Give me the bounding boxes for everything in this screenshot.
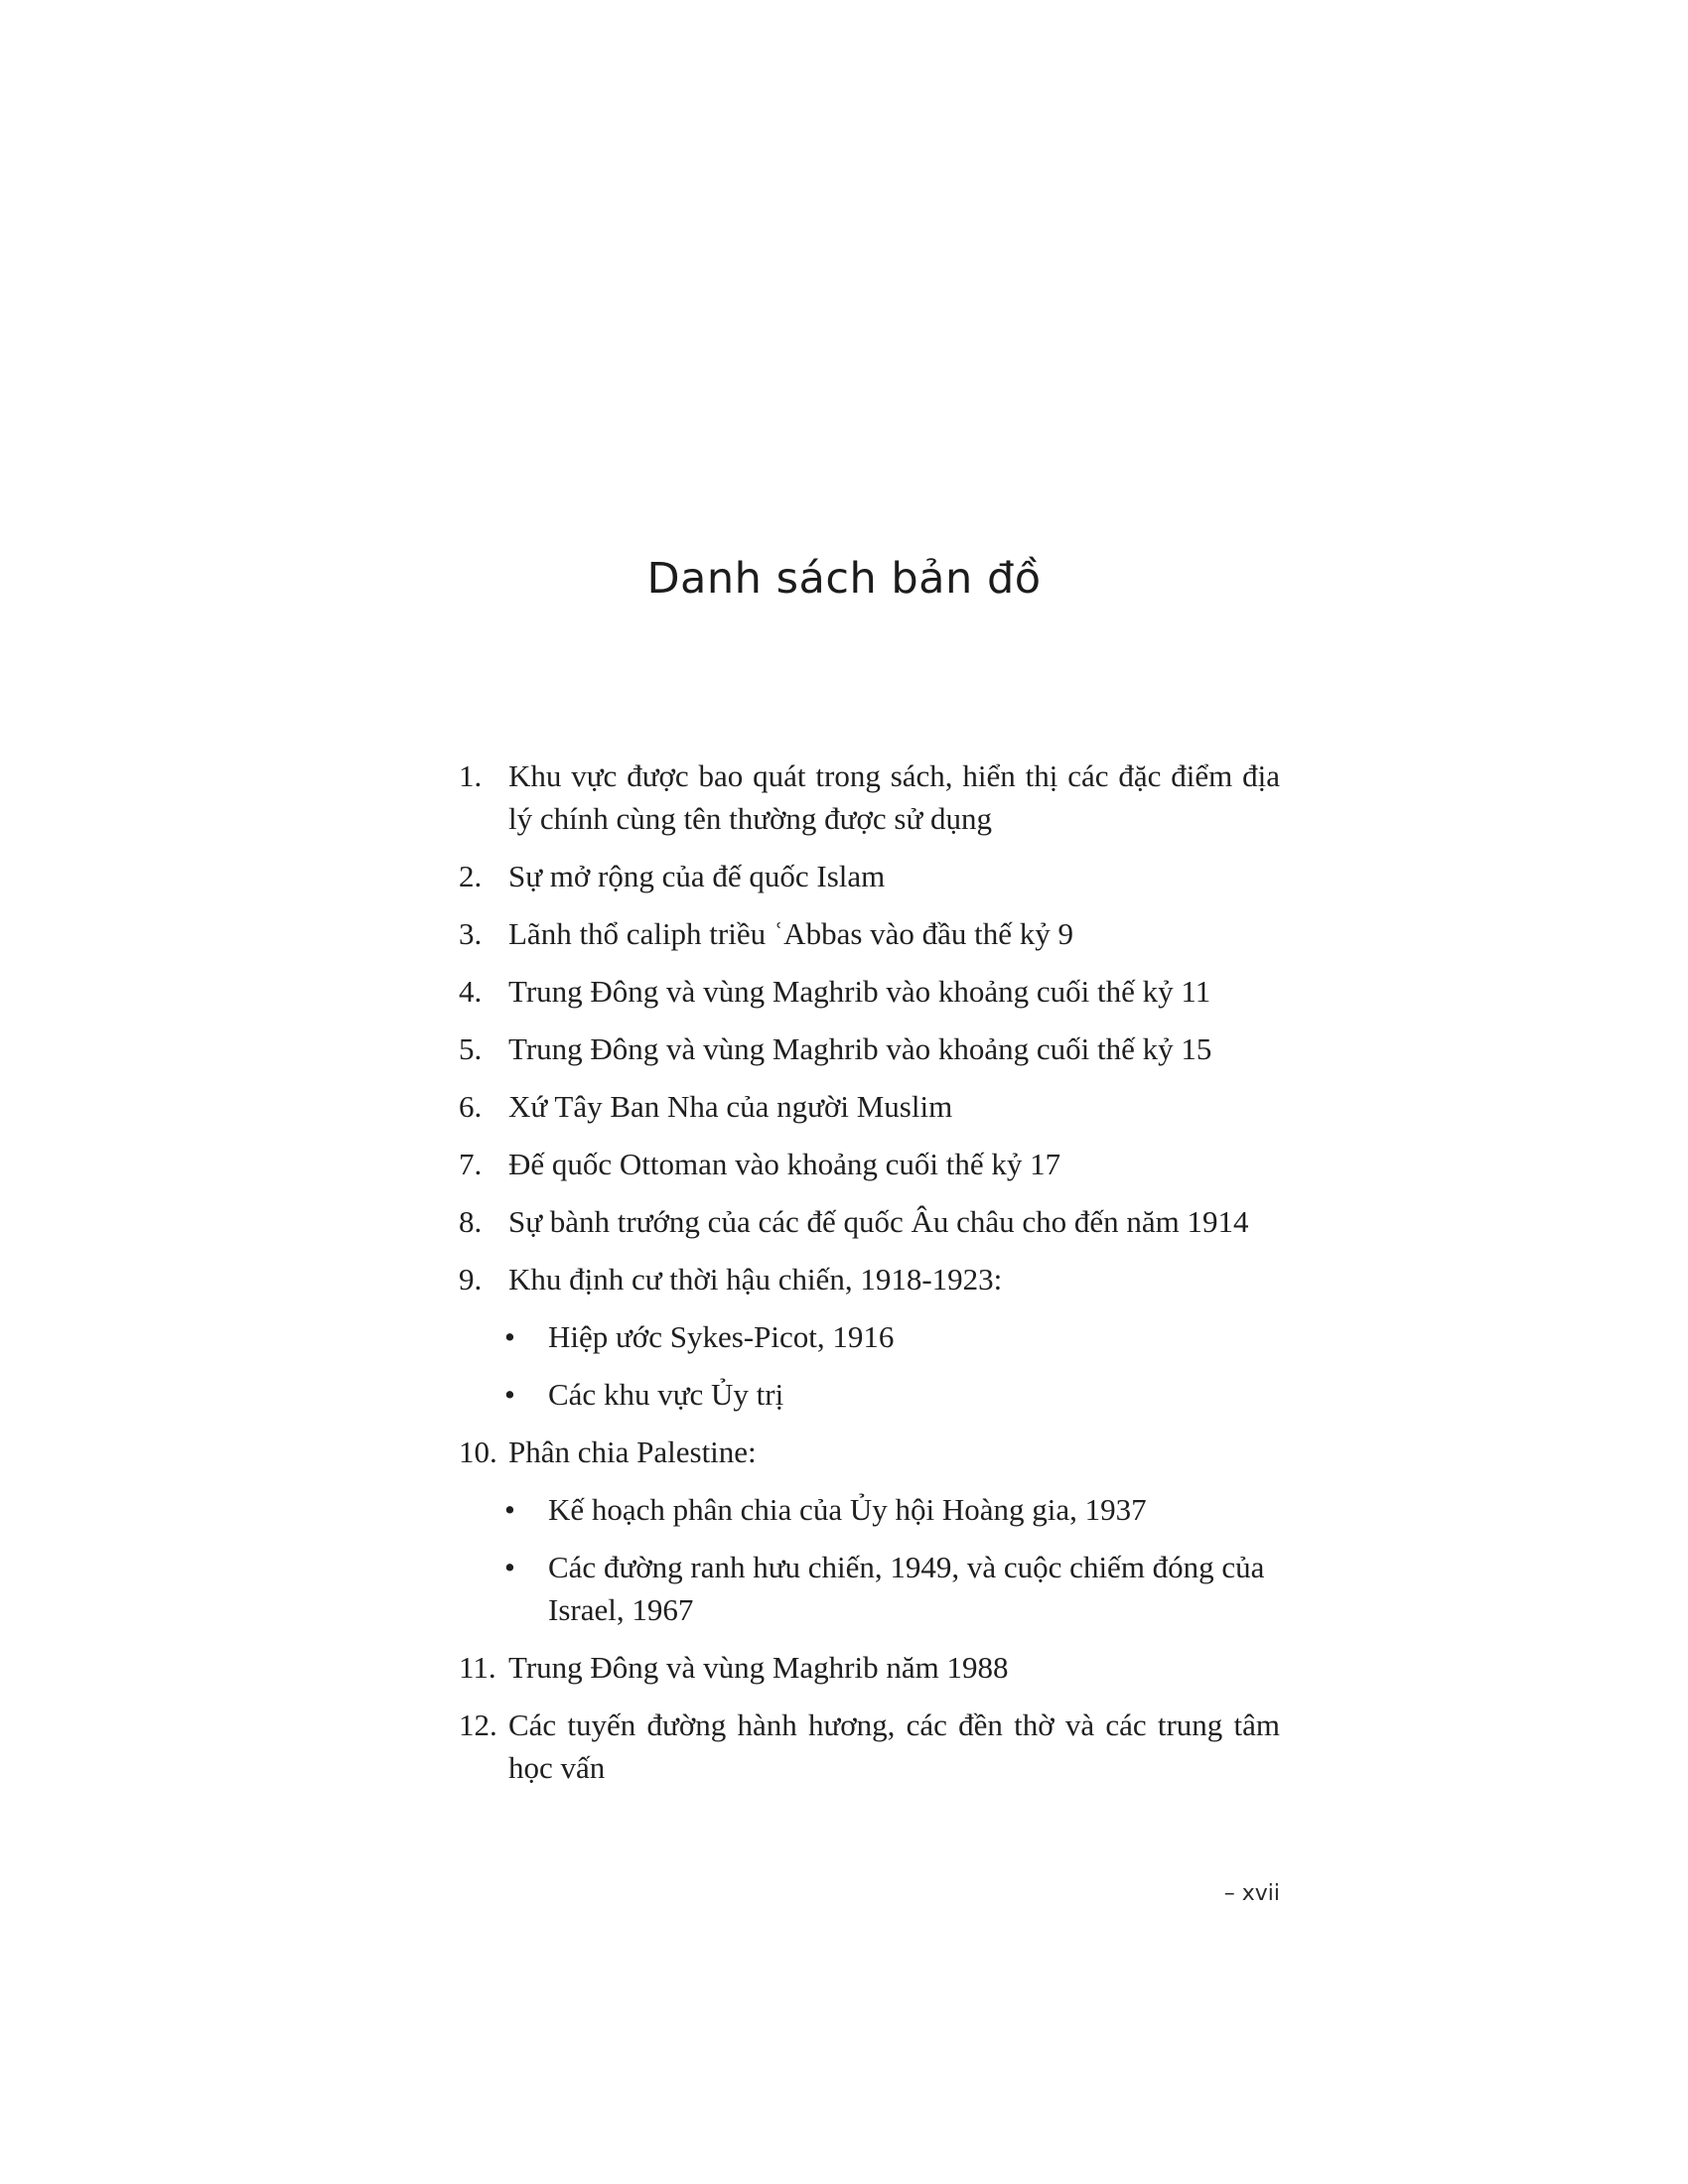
item-number: 9. (459, 1262, 483, 1297)
sub-item-text: Các khu vực Ủy trị (548, 1377, 784, 1412)
item-text: Phân chia Palestine: (508, 1434, 757, 1469)
item-number: 2. (459, 859, 483, 893)
item-text: Các tuyến đường hành hương, các đền thờ và các trung tâm học vấn (508, 1707, 1280, 1785)
sub-list-item (459, 1315, 1280, 1358)
item-number: 3. (459, 916, 483, 951)
map-list (459, 754, 1280, 1804)
bullet-icon: • (504, 1319, 515, 1354)
item-number: 10. (459, 1434, 497, 1469)
item-number: 7. (459, 1147, 483, 1181)
list-item (459, 970, 1280, 1013)
list-item (459, 1085, 1280, 1128)
item-text: Trung Đông và vùng Maghrib vào khoảng cuối thế kỷ 15 (508, 1031, 1212, 1066)
list-item (459, 1431, 1280, 1473)
list-item (459, 1027, 1280, 1070)
item-text: Lãnh thổ caliph triều ʿAbbas vào đầu thế kỷ 9 (508, 916, 1074, 951)
page-title: Danh sách bản đồ (646, 554, 1042, 604)
page-number: – xvii (1223, 1881, 1280, 1906)
item-number: 6. (459, 1089, 483, 1124)
item-number: 5. (459, 1031, 483, 1066)
sub-list (459, 1315, 1280, 1416)
list-item (459, 1646, 1280, 1689)
list-item (459, 1200, 1280, 1243)
item-number: 8. (459, 1204, 483, 1239)
sub-list-item (459, 1488, 1280, 1531)
item-text: Trung Đông và vùng Maghrib năm 1988 (508, 1650, 1009, 1685)
item-text: Trung Đông và vùng Maghrib vào khoảng cuối thế kỷ 11 (508, 974, 1211, 1009)
bullet-icon: • (504, 1492, 515, 1527)
item-number: 1. (459, 758, 483, 793)
sub-list (459, 1488, 1280, 1631)
item-text: Khu định cư thời hậu chiến, 1918-1923: (508, 1262, 1003, 1297)
sub-item-text: Kế hoạch phân chia của Ủy hội Hoàng gia, 1937 (548, 1492, 1147, 1527)
item-text: Đế quốc Ottoman vào khoảng cuối thế kỷ 17 (508, 1147, 1061, 1181)
item-text: Sự mở rộng của đế quốc Islam (508, 859, 886, 893)
list-item (459, 1704, 1280, 1789)
sub-list-item (459, 1546, 1280, 1631)
item-number: 11. (459, 1650, 496, 1685)
sub-list-item (459, 1373, 1280, 1416)
sub-list-container (459, 1488, 1280, 1631)
bullet-icon: • (504, 1377, 515, 1412)
item-text: Xứ Tây Ban Nha của người Muslim (508, 1089, 953, 1124)
list-item (459, 754, 1280, 840)
list-item (459, 912, 1280, 955)
bullet-icon: • (504, 1550, 515, 1584)
item-text: Khu vực được bao quát trong sách, hiển thị các đặc điểm địa lý chính cùng tên thường được sử dụng (508, 758, 1280, 836)
sub-item-text: Các đường ranh hưu chiến, 1949, và cuộc chiếm đóng của Israel, 1967 (548, 1550, 1265, 1627)
list-item (459, 1258, 1280, 1300)
sub-list-container (459, 1315, 1280, 1416)
list-item (459, 855, 1280, 897)
item-number: 12. (459, 1707, 497, 1742)
list-item (459, 1143, 1280, 1185)
item-number: 4. (459, 974, 483, 1009)
sub-item-text: Hiệp ước Sykes-Picot, 1916 (548, 1319, 895, 1354)
item-text: Sự bành trướng của các đế quốc Âu châu cho đến năm 1914 (508, 1204, 1249, 1239)
